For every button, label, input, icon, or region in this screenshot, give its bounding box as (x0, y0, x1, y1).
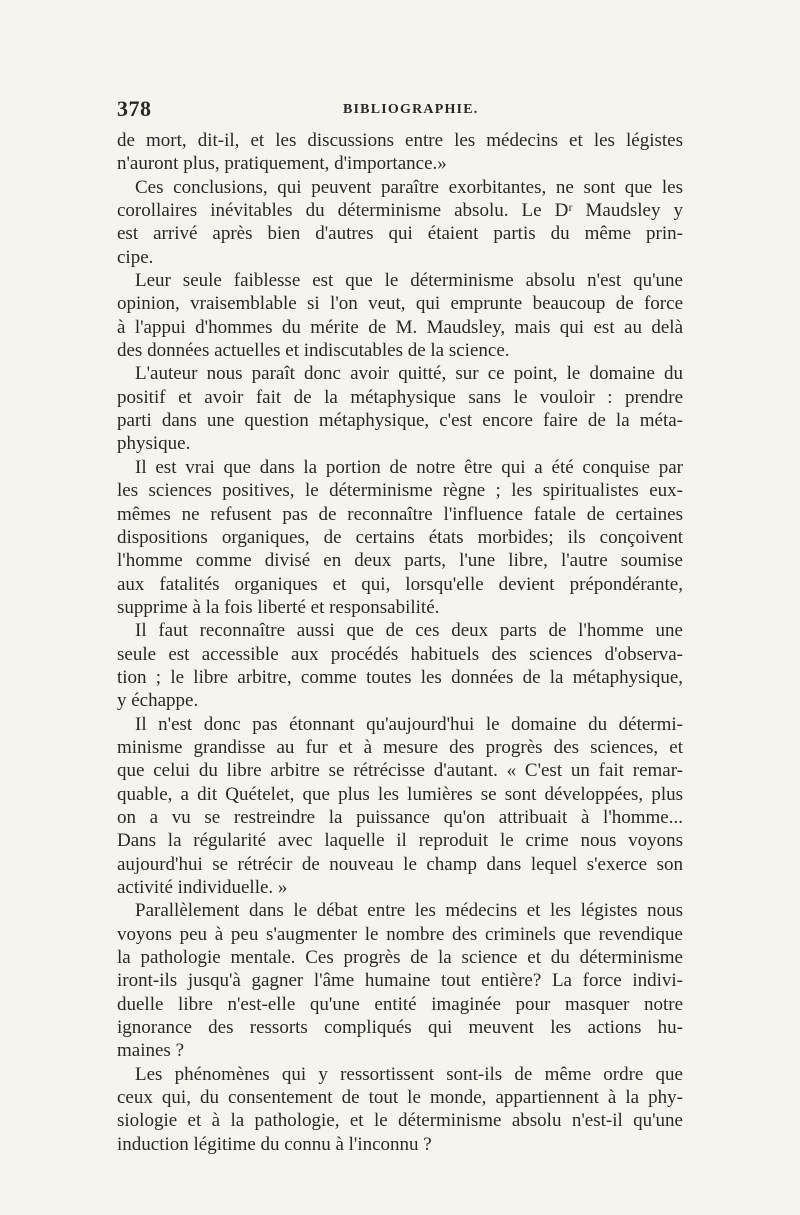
text-line: parti dans une question métaphysique, c'est encore faire de la méta- (117, 410, 683, 432)
text-line: Ces conclusions, qui peuvent paraître exorbitantes, ne sont que les (135, 176, 683, 198)
text-line: Il n'est donc pas étonnant qu'aujourd'hui le domaine du détermi- (135, 713, 683, 735)
text-line: siologie et à la pathologie, et le déterminisme absolu n'est-il qu'une (117, 1110, 683, 1132)
text-line: quable, a dit Quételet, que plus les lumières se sont développées, plus (117, 783, 683, 805)
text-line: Dans la régularité avec laquelle il reproduit le crime nous voyons (117, 830, 683, 852)
text-line: on a vu se restreindre la puissance qu'on attribuait à l'homme... (117, 806, 683, 828)
text-line: corollaires inévitables du déterminisme absolu. Le Dʳ Maudsley y (117, 200, 683, 222)
text-line: cipe. (117, 246, 154, 268)
text-line: voyons peu à peu s'augmenter le nombre des criminels que revendique (117, 923, 683, 945)
text-line: de mort, dit-il, et les discussions entre les médecins et les légistes (117, 130, 683, 151)
text-line: iront-ils jusqu'à gagner l'âme humaine tout entière? La force indivi- (117, 970, 683, 992)
text-line: ignorance des ressorts compliqués qui meuvent les actions hu- (117, 1017, 683, 1039)
text-line: physique. (117, 433, 191, 455)
text-line: mêmes ne refusent pas de reconnaître l'influence fatale de certaines (117, 503, 683, 525)
text-line: n'auront plus, pratiquement, d'importance.» (117, 153, 447, 175)
text-line: Il est vrai que dans la portion de notre être qui a été conquise par (135, 456, 683, 478)
text-line: des données actuelles et indiscutables de la science. (117, 340, 510, 362)
text-line: opinion, vraisemblable si l'on veut, qui emprunte beaucoup de force (117, 293, 683, 315)
text-line: Il faut reconnaître aussi que de ces deux parts de l'homme une (135, 620, 683, 642)
text-line: minisme grandisse au fur et à mesure des progrès des sciences, et (117, 736, 683, 758)
text-line: aux fatalités organiques et qui, lorsqu'elle devient prépondérante, (117, 573, 683, 595)
text-line: supprime à la fois liberté et responsabilité. (117, 596, 440, 618)
text-line: Parallèlement dans le débat entre les médecins et les légistes nous (135, 900, 683, 922)
text-line: induction légitime du connu à l'inconnu ? (117, 1133, 432, 1155)
running-head (117, 96, 682, 126)
text-line: seule est accessible aux procédés habituels des sciences d'observa- (117, 643, 683, 665)
body-text (117, 129, 683, 1156)
page-number: 378 (117, 96, 152, 121)
text-line: Les phénomènes qui y ressortissent sont-ils de même ordre que (135, 1063, 683, 1085)
text-line: est arrivé après bien d'autres qui étaient partis du même prin- (117, 223, 683, 245)
text-line: maines ? (117, 1040, 185, 1062)
text-line: y échappe. (117, 690, 199, 712)
section-title: BIBLIOGRAPHIE. (343, 102, 479, 117)
text-line: L'auteur nous paraît donc avoir quitté, sur ce point, le domaine du (135, 363, 683, 385)
text-line: l'homme comme divisé en deux parts, l'une libre, l'autre soumise (117, 550, 683, 572)
text-line: ceux qui, du consentement de tout le monde, appartiennent à la phy- (117, 1087, 683, 1109)
text-line: duelle libre n'est-elle qu'une entité imaginée pour masquer notre (117, 993, 683, 1015)
text-line: les sciences positives, le déterminisme règne ; les spiritualistes eux- (117, 480, 683, 502)
text-line: à l'appui d'hommes du mérite de M. Maudsley, mais qui est au delà (117, 316, 683, 338)
text-line: Leur seule faiblesse est que le déterminisme absolu n'est qu'une (135, 270, 683, 292)
text-line: tion ; le libre arbitre, comme toutes les données de la métaphysique, (117, 666, 683, 688)
text-line: dispositions organiques, de certains états morbides; ils conçoivent (117, 526, 683, 548)
text-line: aujourd'hui se rétrécir de nouveau le champ dans lequel s'exerce son (117, 853, 683, 875)
text-line: activité individuelle. » (117, 877, 288, 898)
text-line: la pathologie mentale. Ces progrès de la science et du déterminisme (117, 947, 683, 969)
text-line: que celui du libre arbitre se rétrécisse d'autant. « C'est un fait remar- (117, 760, 683, 782)
text-line: positif et avoir fait de la métaphysique sans le vouloir : prendre (117, 386, 683, 408)
